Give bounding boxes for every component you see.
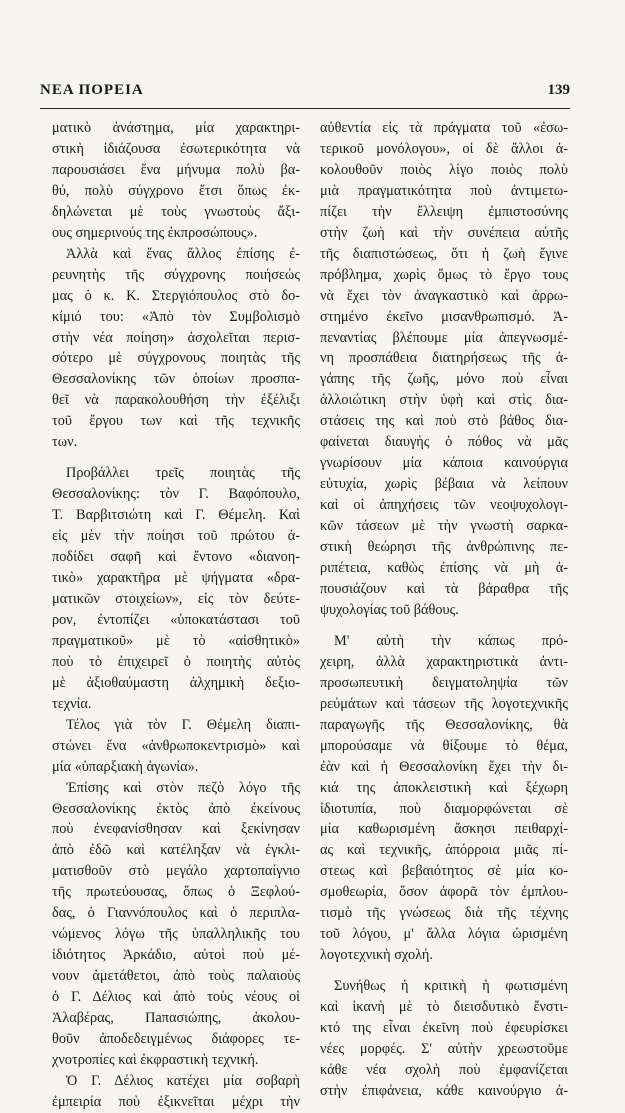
text-line: ους σημερινούς της ἐκπροσώπους».	[52, 224, 258, 241]
text-line: Ὁ Γ. Δέλιος κατέχει μία σοβαρὴ	[66, 1072, 300, 1089]
text-line: πουσιάζουν καὶ τὰ βάραθρα τῆς	[320, 580, 568, 597]
text-line: ας καὶ τεχνικῆς, ἀπόρροια μιᾶς πί-	[320, 842, 568, 859]
text-line: πρόβλημα, χωρὶς ὅμως τὸ ἔργο τους	[320, 266, 568, 283]
text-line: στὴν ἐπιφάνεια, κάθε καινούργιο ἀ-	[320, 1082, 568, 1099]
text-line: νέες μορφές. Σ' αὐτὴν χρεωστοῦμε	[320, 1040, 568, 1057]
text-line: στὴν νέα ποίηση» ἀσχολεῖται περισ-	[52, 329, 300, 346]
text-line: ποδίδει σαφῆ καὶ ἔντονο «διανοη-	[52, 549, 300, 566]
text-line: παραγωγῆς τῆς Θεσσαλονίκης, θὰ	[320, 716, 568, 733]
text-line: ρεύμάτων καὶ τάσεων τῆς λογοτεχνικῆς	[320, 695, 568, 712]
text-line: νώμενος λόγω τῆς ὑπαλληλικῆς του	[52, 926, 300, 943]
text-line: ματισθοῦν στὸ μεγάλο χαρτοπαίγνιο	[52, 863, 300, 880]
text-line: παρουσιάσει ἕνα μήνυμα πολὺ βα-	[52, 161, 300, 178]
text-line: τῆς διαπιστώσεως, ὅτι ἡ ζωὴ ἔγινε	[320, 245, 568, 262]
text-line: νουν ἀμετάθετοι, ἀπὸ τοὺς παλαιοὺς	[52, 968, 300, 985]
text-line: μιὰ πραγματικότητα ποὺ ἀντιμετω-	[320, 182, 568, 199]
text-line: κῶν τάσεων μὲ τὴν γνωστὴ σαρκα-	[320, 518, 568, 535]
text-line: καὶ ἱκανὴ μὲ τὸ διεισδυτικὸ ἔνστι-	[320, 999, 568, 1016]
text-line: ματικὸ ἀνάστημα, μία χαρακτηρι-	[52, 120, 300, 136]
text-line: ἐμπειρία ποὺ ἐξικνεῖται μέχρι τὴν	[52, 1093, 300, 1110]
text-line: μία καθωρισμένη ἄσκησι πειθαρχί-	[320, 821, 568, 838]
paragraph	[52, 715, 300, 778]
text-line: πεναντίας βλέπουμε μία ἀπεγνωσμέ-	[320, 329, 568, 346]
text-line: προσωπευτικὴ δειγματοληψία τῶν	[320, 674, 568, 691]
text-line: ποὺ ἐνεφανίσθησαν καὶ ξεκίνησαν	[52, 821, 300, 838]
text-line: τικὸ» χαρακτῆρα μὲ ψήγματα «δρα-	[52, 570, 300, 587]
text-line: ἀπὸ ἐδῶ καὶ κατέληξαν νὰ ἐγκλι-	[52, 842, 300, 859]
text-line: στώνει ἕνα «ἀνθρωποκεντρισμὸ» καὶ	[52, 737, 300, 754]
text-line: κολουθοῦν ποιὸς λίγο ποιὸς πολὺ	[320, 161, 568, 178]
text-line: Ἀλλὰ καὶ ἕνας ἄλλος ἐπίσης ἐ-	[66, 245, 300, 262]
paragraph	[52, 1071, 300, 1113]
text-line: πραγματικοῦ» μὲ τὸ «αἰσθητικὸ»	[52, 632, 300, 649]
text-line: λογοτεχνικὴ σχολή.	[320, 947, 433, 964]
text-line: ματικῶν στοιχείων», εἰς τὸν δεύτε-	[52, 590, 300, 607]
text-line: θεῖ νὰ παρακολουθήση τὴν ἐξέλιξι	[52, 392, 300, 409]
text-line: ψυχολογίας τοῦ βάθους.	[320, 601, 459, 618]
text-line: σότερο μὲ σύγχρονους ποιητὰς τῆς	[52, 350, 300, 367]
paragraph	[320, 631, 568, 966]
text-line: καὶ οἱ ἀπηχήσεις τῶν νεοψυχολογι-	[320, 497, 568, 514]
text-line: ἰδιοτυπία, ποὺ διαμορφώνεται σὲ	[320, 800, 568, 817]
paragraph	[52, 118, 300, 244]
text-line: κτό της εἶναι ἐκεῖνη ποὺ ἐφευρίσκει	[320, 1020, 568, 1037]
text-line: δας, ὁ Γιαννόπουλος καὶ ὁ περιπλα-	[52, 905, 300, 922]
paragraph	[320, 118, 568, 621]
text-line: τεχνία.	[52, 695, 92, 712]
text-line: μπορούσαμε νὰ θίξουμε τὸ θέμα,	[320, 737, 568, 754]
text-line: χειρη, ἀλλὰ χαρακτηριστικὰ ἀντι-	[320, 653, 568, 670]
text-line: Θεσσαλονίκης τῶν ὁποίων προσπα-	[52, 371, 300, 388]
text-line: ἰδιότητος Ἀρκάδιο, αὐτοὶ ποὺ μέ-	[52, 947, 300, 964]
header-rule	[40, 108, 570, 109]
text-line: στὴν ζωὴ καὶ τὴν συνέπεια αὐτῆς	[320, 224, 568, 241]
text-line: σμοθεωρία, ὅσον ἀφορᾶ τὸν ἐμπλου-	[320, 884, 568, 901]
text-line: αὐθεντία εἰς τὰ πράγματα τοῦ «ἐσω-	[320, 120, 568, 136]
text-line: τοῦ ἔργου των καὶ τῆς τεχνικῆς	[52, 413, 300, 430]
text-line: στεως καὶ βεβαιότητος σὲ μία κο-	[320, 863, 568, 880]
paragraph	[52, 778, 300, 1071]
text-line: ὁ Γ. Δέλιος καὶ ἀπὸ τοὺς νέους οἱ	[52, 989, 300, 1006]
text-line: ἀλλοιώτικη στὴν ὑφὴ καὶ στὶς δια-	[320, 392, 568, 409]
paragraph	[52, 463, 300, 714]
text-line: ρευνητὴς τῆς σύγχρονης ποιήσεώς	[52, 266, 300, 283]
left-column	[52, 118, 300, 1113]
text-line: Προβάλλει τρεῖς ποιητὰς τῆς	[66, 465, 300, 482]
text-line: Θεσσαλονίκης ἐκτὸς ἀπὸ ἐκείνους	[52, 800, 300, 817]
text-line: γάπης τῆς ζωῆς, μόνο ποὺ εἶναι	[320, 371, 568, 388]
text-line: γνωρίσουν μία κάποια καινούργια	[320, 455, 568, 472]
text-line: Τ. Βαρβιτσιώτη καὶ Γ. Θέμελη. Καὶ	[52, 507, 300, 524]
text-line: των.	[52, 434, 78, 451]
text-line: στημένο ἐκεῖνο μισανθρωπισμό. Ἀ-	[320, 308, 568, 325]
text-line: Ἐπίσης καὶ στὸν πεζὸ λόγο τῆς	[66, 779, 300, 796]
text-line: θύ, πολὺ σύγχρονο ἔτσι ὅπως ἐκ-	[52, 182, 300, 199]
text-line: φαίνεται διαυγὴς ὁ πόθος νὰ μᾶς	[320, 434, 568, 451]
running-title: ΝΕΑ ΠΟΡΕΙΑ	[40, 82, 144, 98]
text-line: τῆς πρωτεύουσας, ὅπως ὁ Ξεφλού-	[52, 884, 300, 901]
text-line: κάθε νέα σχολὴ ποὺ ἐμφανίζεται	[320, 1061, 568, 1078]
right-column	[320, 118, 568, 1102]
text-line: τοῦ λόγου, μ' ἄλλα λόγια ὡρισμένη	[320, 926, 568, 943]
text-line: τισμὸ τῆς γνώσεως διὰ τῆς τέχνης	[320, 905, 568, 922]
text-line: νὰ ἔχει τὸν ἀναγκαστικὸ καὶ ἀρρω-	[320, 287, 568, 304]
text-line: νη προσπάθεια διατηρήσεως τῆς ἀ-	[320, 350, 568, 367]
page-number: 139	[547, 82, 570, 98]
text-line: θοῦν ἀποδεδειγμένως διάφορες τε-	[52, 1030, 300, 1047]
text-line: μὲ ἀξιοθαύμαστη ἀλχημικὴ δεξιο-	[52, 674, 300, 691]
text-line: ριπέτεια, καθὼς ἐπίσης νὰ μὴ ἀ-	[320, 560, 568, 577]
text-line: κιά της ἀποκλειστικὴ καὶ ξέχωρη	[320, 779, 568, 796]
paragraph	[320, 976, 568, 1102]
text-line: πίζει τὴν ἔλλειψη ἐμπιστοσύνης	[320, 203, 568, 220]
text-line: Ἀλαβέρας, Πaπασιώπης, ἀκολου-	[52, 1010, 300, 1027]
text-line: στικὴ θεώρησι τῆς ἀνθρώπινης πε-	[320, 539, 568, 556]
text-line: ποὺ τὸ ἐπιχειρεῖ ὁ ποιητὴς αὐτὸς	[52, 653, 300, 670]
text-line: μία «ὑπαρξιακὴ ἀγωνία».	[52, 758, 199, 775]
text-line: στάσεις της καὶ ποὺ στὸ βάθος δια-	[320, 413, 568, 430]
text-line: ἐὰν καὶ ἡ Θεσσαλονίκη ἔχει τὴν δι-	[320, 758, 568, 775]
text-line: Τέλος γιὰ τὸν Γ. Θέμελη διαπι-	[66, 716, 300, 733]
text-line: μας ὁ κ. Κ. Στεργιόπουλος στὸ δο-	[52, 287, 300, 304]
paragraph	[52, 244, 300, 454]
text-line: εἰς μὲν τὴν ποίησι τοῦ πρώτου ἀ-	[52, 528, 300, 545]
text-line: Μ' αὐτὴ τὴν κάπως πρό-	[334, 632, 568, 649]
text-line: χνοτροπίες καὶ ἐκφραστικὴ τεχνική.	[52, 1051, 259, 1068]
text-line: εὐτυχία, χωρὶς βέβαια νὰ λείπουν	[320, 476, 568, 493]
text-line: κίμιό του: «Ἀπὸ τὸν Συμβολισμὸ	[52, 308, 300, 325]
page-header	[40, 82, 570, 102]
text-line: Θεσσαλονίκης: τὸν Γ. Βαφόπουλο,	[52, 486, 300, 503]
text-line: στικὴ ἰδιάζουσα ἐσωτερικότητα νὰ	[52, 140, 300, 157]
text-line: Συνήθως ἡ κριτικὴ ἡ φωτισμένη	[334, 978, 568, 995]
text-line: ρον, ἐντοπίζει «ὑποκατάστασι τοῦ	[52, 611, 300, 628]
text-line: δηλώνεται μὲ τοὺς γνωστοὺς ἄξι-	[52, 203, 300, 220]
text-line: τερικοῦ μονόλογου», οἱ δὲ ἄλλοι ἀ-	[320, 140, 568, 157]
